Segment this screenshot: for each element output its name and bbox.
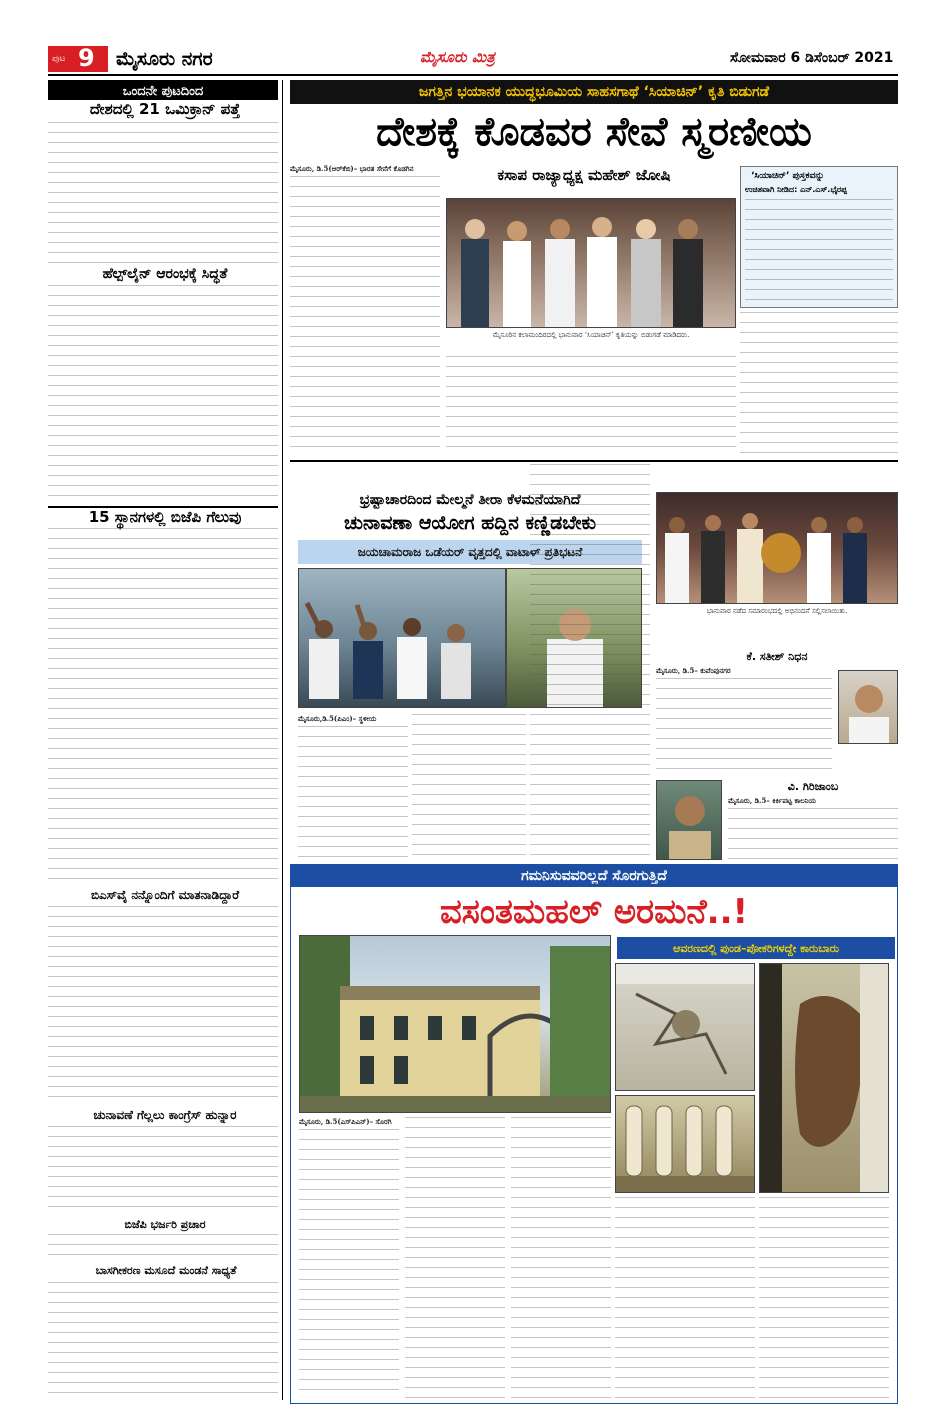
story-bjp-campaign-body xyxy=(48,1234,278,1264)
palace-photo-main xyxy=(299,935,611,1113)
election-body-3 xyxy=(530,464,650,858)
palace-headline: ವಸಂತಮಹಲ್ ಅರಮನೆ..! xyxy=(439,892,749,932)
lead-photo-caption: ಮೈಸೂರಿನ ಕಲಾಮಂದಿರದಲ್ಲಿ ಭಾನುವಾರ ‘ಸಿಯಾಚಿನ್’ ಕೃತಿಯನ್ನು ಬಿಡುಗಡೆ ಮಾಡಿದರು. xyxy=(492,331,690,339)
story-bill-body xyxy=(48,1282,278,1402)
election-photo-protest xyxy=(299,569,506,708)
lead-headline: ದೇಶಕ್ಕೆ ಕೊಡವರ ಸೇವೆ ಸ್ಮರಣೀಯ xyxy=(376,109,812,155)
palace-wall-damage xyxy=(760,964,889,1193)
story-helpline-body xyxy=(48,285,278,505)
lead-sidebar-body xyxy=(745,199,893,303)
lead-kicker-banner xyxy=(290,80,898,104)
masthead-rule xyxy=(48,74,898,76)
election-photo xyxy=(298,568,506,708)
palace-story-box xyxy=(290,864,898,1404)
election-headline-1: ಭ್ರಷ್ಟಾಚಾರದಿಂದ ಮೇಲ್ಮನೆ ತೀರಾ ಕೆಳಮನೆಯಾಗಿದೆ xyxy=(359,492,581,508)
obit2-dateline: ಮೈಸೂರು, ಡಿ.5– ಕಿರ್ಕಿಪಟ್ಟ ಕಾಲನಿಯ xyxy=(728,796,817,805)
election-headline-2: ಚುನಾವಣಾ ಆಯೋಗ ಹದ್ದಿನ ಕಣ್ಣಿಡಬೇಕು xyxy=(343,512,597,534)
continued-banner-label: ಒಂದನೇ ಪುಟದಿಂದ xyxy=(122,84,204,99)
story-congress-headline: ಚುನಾವಣೆ ಗೆಲ್ಲಲು ಕಾಂಗ್ರೆಸ್ ಹುನ್ನಾರ xyxy=(93,1108,237,1122)
palace-kicker-banner xyxy=(291,865,897,887)
felicitation-photo xyxy=(656,492,898,604)
obit2-title: ವಿ. ಗಿರಿಜಾಂಬ xyxy=(787,780,839,793)
section-title: ಮೈಸೂರು ನಗರ xyxy=(116,48,213,70)
palace-balustrade xyxy=(616,1096,755,1193)
lead-body-bottom xyxy=(446,356,736,456)
palace-photo-wall xyxy=(759,963,889,1193)
obit1-body xyxy=(656,678,832,774)
palace-building xyxy=(300,936,611,1113)
palace-body-1 xyxy=(299,1129,399,1399)
lead-photo xyxy=(446,198,736,328)
lead-subhead: ಕಸಾಪ ರಾಜ್ಯಾಧ್ಯಕ್ಷ ಮಹೇಶ್ ಜೋಷಿ xyxy=(497,166,671,184)
story-bjp-headline: 15 ಸ್ಥಾನಗಳಲ್ಲಿ ಬಿಜೆಪಿ ಗೆಲುವು xyxy=(88,508,242,526)
story-bsy-headline: ಬಿಎಸ್‌ವೈ ನನ್ನೊಂದಿಗೆ ಮಾತನಾಡಿದ್ದಾರೆ xyxy=(90,888,240,902)
palace-subhead-banner xyxy=(617,937,895,959)
obit2-portrait xyxy=(657,781,722,860)
lead-photo-people xyxy=(447,199,736,328)
story-congress-body xyxy=(48,1126,278,1216)
page-label: ಪುಟ xyxy=(52,54,66,64)
lead-kicker: ಜಗತ್ತಿನ ಭಯಾನಕ ಯುದ್ಧಭೂಮಿಯ ಸಾಹಸಗಾಥೆ ‘ಸಿಯಾಚಿನ್’ ಕೃತಿ ಬಿಡುಗಡೆ xyxy=(418,84,770,100)
lead-sidebar-sub: ಉಚಿತವಾಗಿ ನೀಡಿದ: ಎನ್.ಎಸ್.ಭೈರಪ್ಪ xyxy=(745,185,847,194)
palace-photo-ceiling xyxy=(615,963,755,1091)
palace-body-3 xyxy=(511,1117,611,1399)
column-divider xyxy=(282,80,283,1400)
lead-sidebar-title: ‘ಸಿಯಾಚಿನ್’ ಪುಸ್ತಕವನ್ನು xyxy=(751,171,825,181)
story-bsy-body xyxy=(48,906,278,1102)
obit1-photo xyxy=(838,670,898,744)
lead-body-right xyxy=(740,312,898,456)
obit2-body xyxy=(728,808,898,860)
election-subhead: ಜಯಚಾಮರಾಜ ಒಡೆಯರ್ ವೃತ್ತದಲ್ಲಿ ವಾಟಾಳ್ ಪ್ರತಿಭಟನೆ xyxy=(357,545,583,559)
obit1-dateline: ಮೈಸೂರು, ಡಿ.5– ಕುವೆಂಪುನಗರ xyxy=(656,666,731,675)
story-bjp-body xyxy=(48,528,278,888)
felicitation-photo-people xyxy=(657,493,898,604)
masthead xyxy=(0,0,945,76)
lead-body-left xyxy=(290,176,440,456)
story-bill-headline: ಬಾಸಗೀಕರಣ ಮಸೂದೆ ಮಂಡನೆ ಸಾಧ್ಯತೆ xyxy=(95,1264,237,1277)
palace-body-4 xyxy=(615,1197,755,1399)
election-dateline: ಮೈಸೂರು,ಡಿ.5(ಪಿಎಂ)– ಸ್ಥಳೀಯ xyxy=(298,714,377,723)
palace-body-5 xyxy=(759,1197,889,1399)
obit2-photo xyxy=(656,780,722,860)
page-number: 9 xyxy=(78,44,95,72)
obit1-portrait xyxy=(839,671,898,744)
palace-kicker: ಗಮನಿಸುವವರಿಲ್ಲದೆ ಸೊರಗುತ್ತಿದೆ xyxy=(521,868,667,884)
page-date: ಸೋಮವಾರ 6 ಡಿಸೆಂಬರ್ 2021 xyxy=(730,50,894,66)
palace-dateline: ಮೈಸೂರು, ಡಿ.5(ಎಸ್‌ಪಿಎನ್)– ಸೊರಗಿ xyxy=(299,1117,392,1126)
election-body-1 xyxy=(298,726,408,858)
palace-subhead: ಆವರಣದಲ್ಲಿ ಪುಂಡ–ಪೋಕರಿಗಳದ್ದೇ ಕಾರುಬಾರು xyxy=(672,942,840,955)
page-number-badge xyxy=(48,46,108,72)
palace-photo-balustrade xyxy=(615,1095,755,1193)
continued-banner xyxy=(48,80,278,100)
palace-body-2 xyxy=(405,1117,505,1399)
obit1-title: ಕೆ. ಸತೀಶ್ ನಿಧನ xyxy=(746,650,808,663)
felicitation-caption: ಭಾನುವಾರ ನಡೆದ ಸಮಾರಂಭದಲ್ಲಿ ಅಭಿನಂದನೆ ಸಲ್ಲಿಸಲಾಯಿತು. xyxy=(706,607,848,615)
lead-dateline: ಮೈಸೂರು, ಡಿ.5(ಆರ್‌ಕೆಬಿ)– ಭಾರತ ಸೇನೆಗೆ ಕೊಡಗಿನ xyxy=(290,164,414,173)
story-omicron-body xyxy=(48,122,278,264)
lead-bottom-rule xyxy=(290,460,898,462)
palace-ceiling-damage xyxy=(616,964,755,1091)
story-helpline-headline: ಹೆಲ್ಪ್‌ಲೈನ್ ಆರಂಭಕ್ಕೆ ಸಿದ್ಧತೆ xyxy=(102,266,228,282)
story-omicron-headline: ದೇಶದಲ್ಲಿ 21 ಒಮಿಕ್ರಾನ್ ಪತ್ತೆ xyxy=(89,100,241,118)
paper-name: ಮೈಸೂರು ಮಿತ್ರ xyxy=(420,48,495,66)
lead-sidebar xyxy=(740,166,898,308)
election-body-2 xyxy=(412,714,526,858)
story-bjp-campaign-headline: ಬಿಜೆಪಿ ಭರ್ಜರಿ ಪ್ರಚಾರ xyxy=(124,1218,206,1231)
